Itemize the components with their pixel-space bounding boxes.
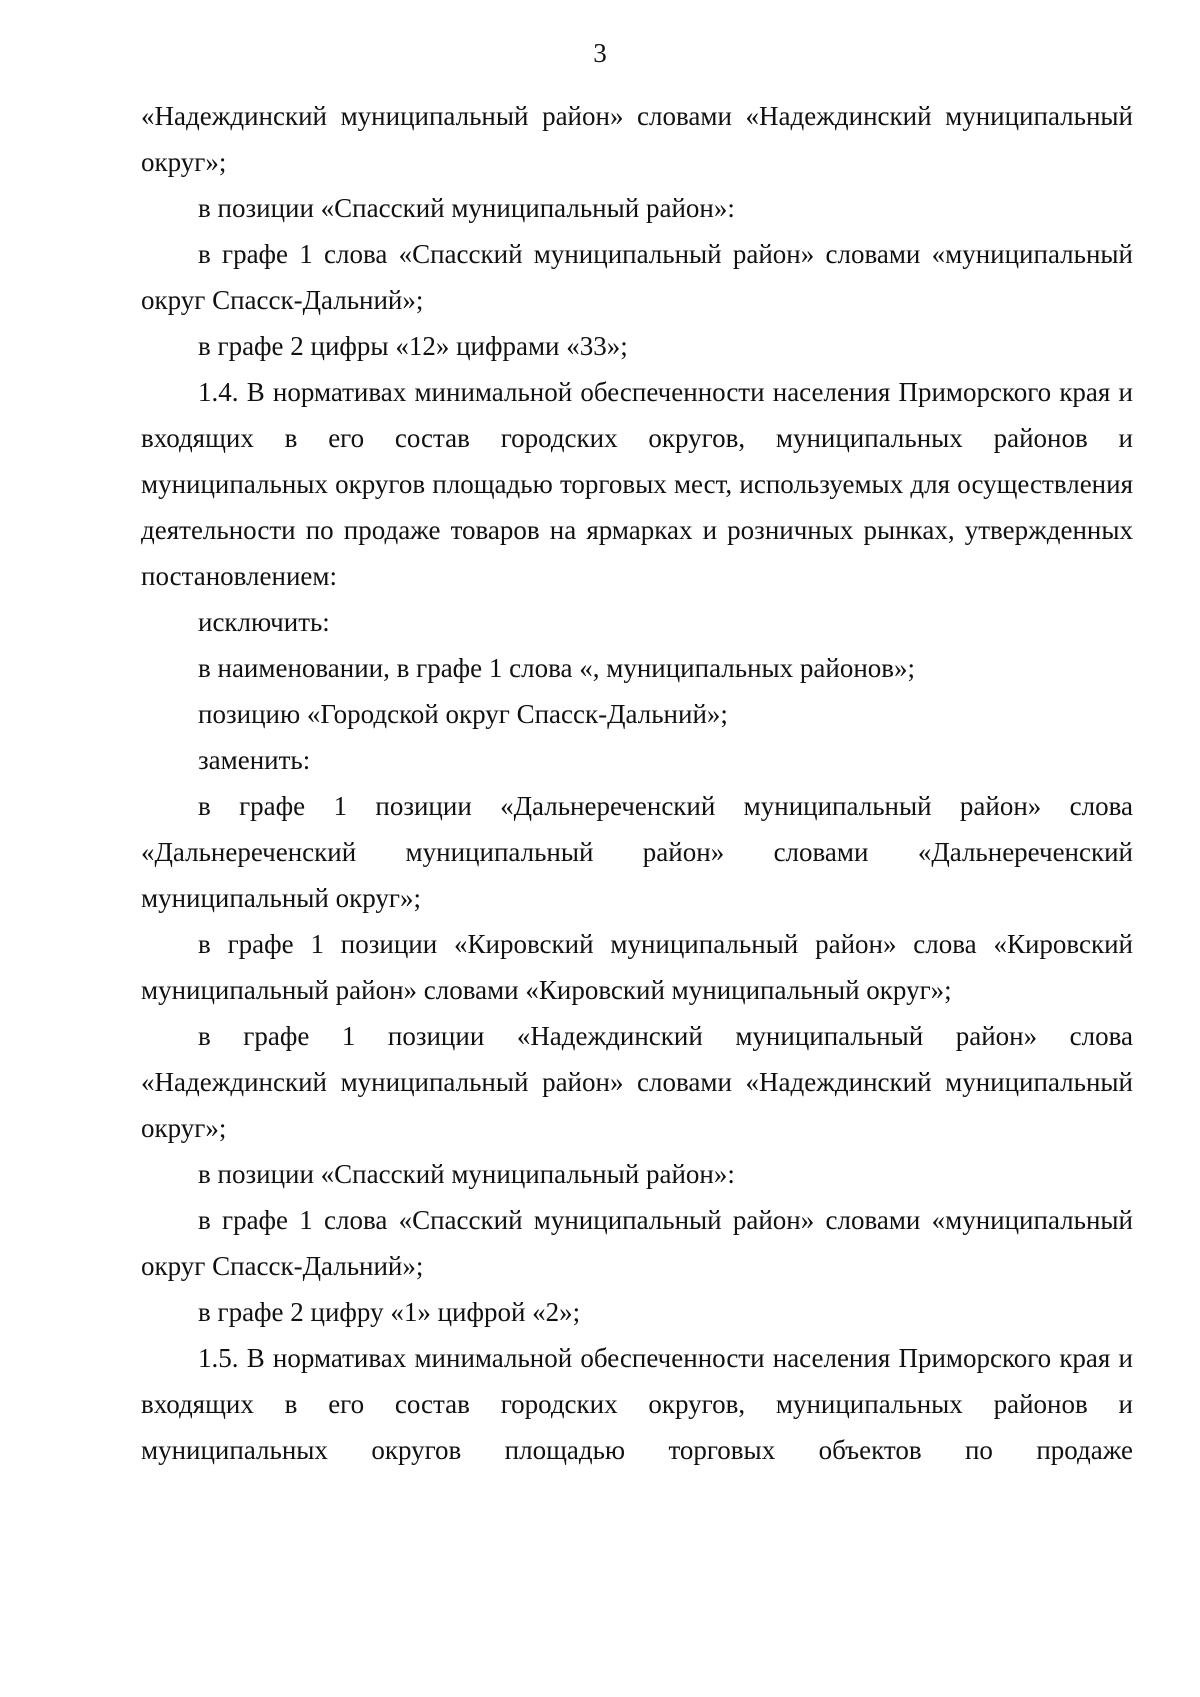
paragraph: в графе 2 цифру «1» цифрой «2»; <box>198 1297 581 1327</box>
paragraph: 1.5. В нормативах минимальной обеспеченности населения Приморского края и входящих в его состав городских округов, муниципальных районов и муниципальных округов площадью торговых объектов по продаже <box>141 1343 1133 1465</box>
paragraph: в графе 2 цифры «12» цифрами «33»; <box>198 331 628 361</box>
paragraph: в графе 1 слова «Спасский муниципальный район» словами «муниципальный округ Спасск-Дальний»; <box>141 239 1133 315</box>
paragraph: в позиции «Спасский муниципальный район»: <box>198 193 735 223</box>
paragraph: «Надеждинский муниципальный район» словами «Надеждинский муниципальный округ»; <box>141 101 1133 177</box>
paragraph: позицию «Городской округ Спасск-Дальний»; <box>198 699 728 729</box>
paragraph: заменить: <box>198 745 311 775</box>
paragraph: 1.4. В нормативах минимальной обеспеченности населения Приморского края и входящих в его состав городских округов, муниципальных районов и муниципальных округов площадью торговых мест, используемых для осуществления деятельности по продаже товаров на ярмарках и розничных рынках, утвержденных постановлением: <box>141 377 1133 591</box>
paragraph: в графе 1 позиции «Дальнереченский муниципальный район» слова «Дальнереченский муниципальный район» словами «Дальнереченский муниципальный округ»; <box>141 791 1133 913</box>
paragraph: в наименовании, в графе 1 слова «, муниципальных районов»; <box>198 653 916 683</box>
paragraph: в позиции «Спасский муниципальный район»: <box>198 1159 735 1189</box>
paragraph: в графе 1 позиции «Надеждинский муниципальный район» слова «Надеждинский муниципальный район» словами «Надеждинский муниципальный округ»; <box>141 1021 1133 1143</box>
paragraph: исключить: <box>198 607 330 637</box>
page-number: 3 <box>593 38 607 68</box>
paragraph: в графе 1 позиции «Кировский муниципальный район» слова «Кировский муниципальный район» словами «Кировский муниципальный округ»; <box>141 929 1133 1005</box>
paragraph: в графе 1 слова «Спасский муниципальный район» словами «муниципальный округ Спасск-Дальний»; <box>141 1205 1133 1281</box>
